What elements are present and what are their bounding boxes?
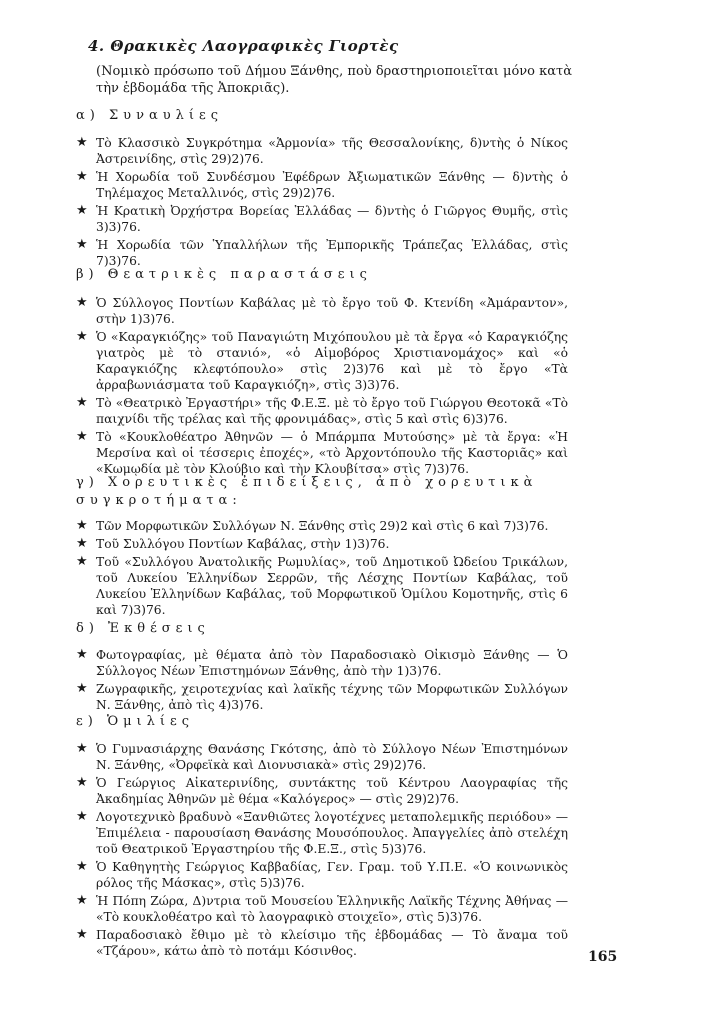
list-talks (76, 741, 568, 961)
heading-exhibitions: δ) Ἐκθέσεις (76, 621, 210, 636)
list-item: ★ Τὸ Κλασσικὸ Συγκρότημα «Ἁρμονία» τῆς Θεσσαλονίκης, δ)ντὴς ὁ Νίκος Ἀστρεινίδης, στὶς 29)2)76. (76, 135, 568, 166)
intro-paragraph: (Νομικὸ πρόσωπο τοῦ Δήμου Ξάνθης, ποὺ δραστηριοποιεῖται μόνο κατὰ τὴν ἑβδομάδα τῆς Ἀποκριᾶς). (96, 64, 573, 96)
star-icon: ★ (76, 295, 88, 310)
list-item: ★ Ἡ Κρατικὴ Ὀρχήστρα Βορείας Ἑλλάδας — δ)ντὴς ὁ Γιῶργος Θυμῆς, στὶς 3)3)76. (76, 203, 568, 234)
star-icon: ★ (76, 169, 88, 184)
list-item: ★ Τὸ «Κουκλοθέατρο Ἀθηνῶν — ὁ Μπάρμπα Μυτούσης» μὲ τὰ ἔργα: «Ἡ Μερσίνα καὶ οἱ τέσσερις ἐποχές», «τὸ Ἀρχοντόπουλο τῆς Καστοριᾶς» καὶ «Κωμῳδία μὲ τὸν Κλούβιο καὶ τὴν Κλουβίτσα» στὶς 7)3)76. (76, 429, 568, 476)
list-item: ★ Τοῦ Συλλόγου Ποντίων Καβάλας, στὴν 1)3)76. (76, 536, 390, 551)
list-concerts (76, 135, 568, 271)
star-icon: ★ (76, 681, 88, 696)
list-item: ★ Ζωγραφικῆς, χειροτεχνίας καὶ λαϊκῆς τέχνης τῶν Μορφωτικῶν Συλλόγων Ν. Ξάνθης, ἀπὸ τὶς 4)3)76. (76, 681, 568, 712)
star-icon: ★ (76, 518, 88, 533)
star-icon: ★ (76, 809, 88, 824)
star-icon: ★ (76, 395, 88, 410)
star-icon: ★ (76, 429, 88, 444)
list-item: ★ Λογοτεχνικὸ βραδυνὸ «Ξανθιῶτες λογοτέχνες μεταπολεμικῆς περιόδου» — Ἐπιμέλεια - παρουσίαση Θανάσης Μουσόπουλος. Ἀπαγγελίες ἀπὸ στελέχη τοῦ Θεατρικοῦ Ἐργαστηρίου τῆς Φ.Ε.Ξ., στὶς 5)3)76. (76, 809, 568, 856)
star-icon: ★ (76, 554, 88, 569)
star-icon: ★ (76, 893, 88, 908)
list-item: ★ Ὁ Γυμνασιάρχης Θανάσης Γκότσης, ἀπὸ τὸ Σύλλογο Νέων Ἐπιστημόνων Ν. Ξάνθης, «Ὀρφεϊκὰ καὶ Διονυσιακὰ» στὶς 29)2)76. (76, 741, 568, 772)
list-item: ★ Ὁ Γεώργιος Αἰκατερινίδης, συντάκτης τοῦ Κέντρου Λαογραφίας τῆς Ἀκαδημίας Ἀθηνῶν μὲ θέμα «Καλόγερος» — στὶς 29)2)76. (76, 775, 568, 806)
list-item: ★ Ὁ Καθηγητὴς Γεώργιος Καββαδίας, Γεν. Γραμ. τοῦ Υ.Π.Ε. «Ὁ κοινωνικὸς ρόλος τῆς Μάσκας», στὶς 5)3)76. (76, 859, 568, 890)
star-icon: ★ (76, 927, 88, 942)
list-theatre (76, 295, 568, 479)
list-exhibitions (76, 647, 568, 715)
list-dance (76, 518, 568, 620)
star-icon: ★ (76, 135, 88, 150)
list-item: ★ Παραδοσιακὸ ἔθιμο μὲ τὸ κλείσιμο τῆς ἑβδομάδας — Τὸ ἄναμα τοῦ «Τζάρου», κάτω ἀπὸ τὸ ποτάμι Κόσινθος. (76, 927, 568, 958)
star-icon: ★ (76, 859, 88, 874)
heading-theatre: β) Θεατρικὲς παραστάσεις (76, 267, 372, 282)
list-item: ★ Τὸ «Θεατρικὸ Ἐργαστήρι» τῆς Φ.Ε.Ξ. μὲ τὸ ἔργο τοῦ Γιώργου Θεοτοκᾶ «Τὸ παιχνίδι τῆς τρέλας καὶ τῆς φρονιμάδας», στὶς 5 καὶ στὶς 6)3)76. (76, 395, 568, 426)
list-item: ★ Φωτογραφίας, μὲ θέματα ἀπὸ τὸν Παραδοσιακὸ Οἰκισμὸ Ξάνθης — Ὁ Σύλλογος Νέων Ἐπιστημόνων Ξάνθης, ἀπὸ τὴν 1)3)76. (76, 647, 568, 678)
section-title: 4. Θρακικὲς Λαογραφικὲς Γιορτὲς (88, 37, 399, 55)
star-icon: ★ (76, 203, 88, 218)
star-icon: ★ (76, 741, 88, 756)
list-item: ★ Ἡ Χορωδία τῶν Ὑπαλλήλων τῆς Ἐμπορικῆς Τράπεζας Ἑλλάδας, στὶς 7)3)76. (76, 237, 568, 268)
list-item: ★ Ὁ Σύλλογος Ποντίων Καβάλας μὲ τὸ ἔργο τοῦ Φ. Κτενίδη «Ἀμάραντον», στὴν 1)3)76. (76, 295, 568, 326)
star-icon: ★ (76, 536, 88, 551)
star-icon: ★ (76, 647, 88, 662)
star-icon: ★ (76, 237, 88, 252)
list-item: ★ Τοῦ «Συλλόγου Ἀνατολικῆς Ρωμυλίας», τοῦ Δημοτικοῦ Ὠδείου Τρικάλων, τοῦ Λυκείου Ἑλληνίδων Σερρῶν, τῆς Λέσχης Ποντίων Καβάλας, τοῦ Λυκείου Ἑλληνίδων Καβάλας, τοῦ Μορφωτικοῦ Ὁμίλου Κομοτηνῆς, στὶς 6 καὶ 7)3)76. (76, 554, 568, 617)
star-icon: ★ (76, 775, 88, 790)
list-item: ★ Ὁ «Καραγκιόζης» τοῦ Παναγιώτη Μιχόπουλου μὲ τὰ ἔργα «ὁ Καραγκιόζης γιατρὸς μὲ τὸ στανιό», «ὁ Αἱμοβόρος Χριστιανομάχος» καὶ «ὁ Καραγκιόζης κλεφτόπουλο» στὶς 2)3)76 καὶ μὲ τὸ ἔργο «Τὰ ἀρραβωνιάσματα τοῦ Καραγκιόζη», στὶς 3)3)76. (76, 329, 568, 392)
star-icon: ★ (76, 329, 88, 344)
list-item: ★ Τῶν Μορφωτικῶν Συλλόγων Ν. Ξάνθης στὶς 29)2 καὶ στὶς 6 καὶ 7)3)76. (76, 518, 549, 533)
page-number: 165 (588, 949, 618, 965)
list-item: ★ Ἡ Χορωδία τοῦ Συνδέσμου Ἐφέδρων Ἀξιωματικῶν Ξάνθης — δ)ντὴς ὁ Τηλέμαχος Μεταλλινός, στὶς 29)2)76. (76, 169, 568, 200)
heading-dance: γ) Χορευτικὲς ἐπιδείξεις, ἀπὸ χορευτικὰ συγκροτήματα: (76, 475, 538, 508)
heading-talks: ε) Ὁμιλίες (76, 714, 195, 729)
list-item: ★ Ἡ Πόπη Ζώρα, Δ)ντρια τοῦ Μουσείου Ἑλληνικῆς Λαϊκῆς Τέχνης Ἀθήνας — «Τὸ κουκλοθέατρο καὶ τὸ λαογραφικὸ στοιχεῖο», στὶς 5)3)76. (76, 893, 568, 924)
heading-concerts: α) Συναυλίες (76, 108, 224, 123)
